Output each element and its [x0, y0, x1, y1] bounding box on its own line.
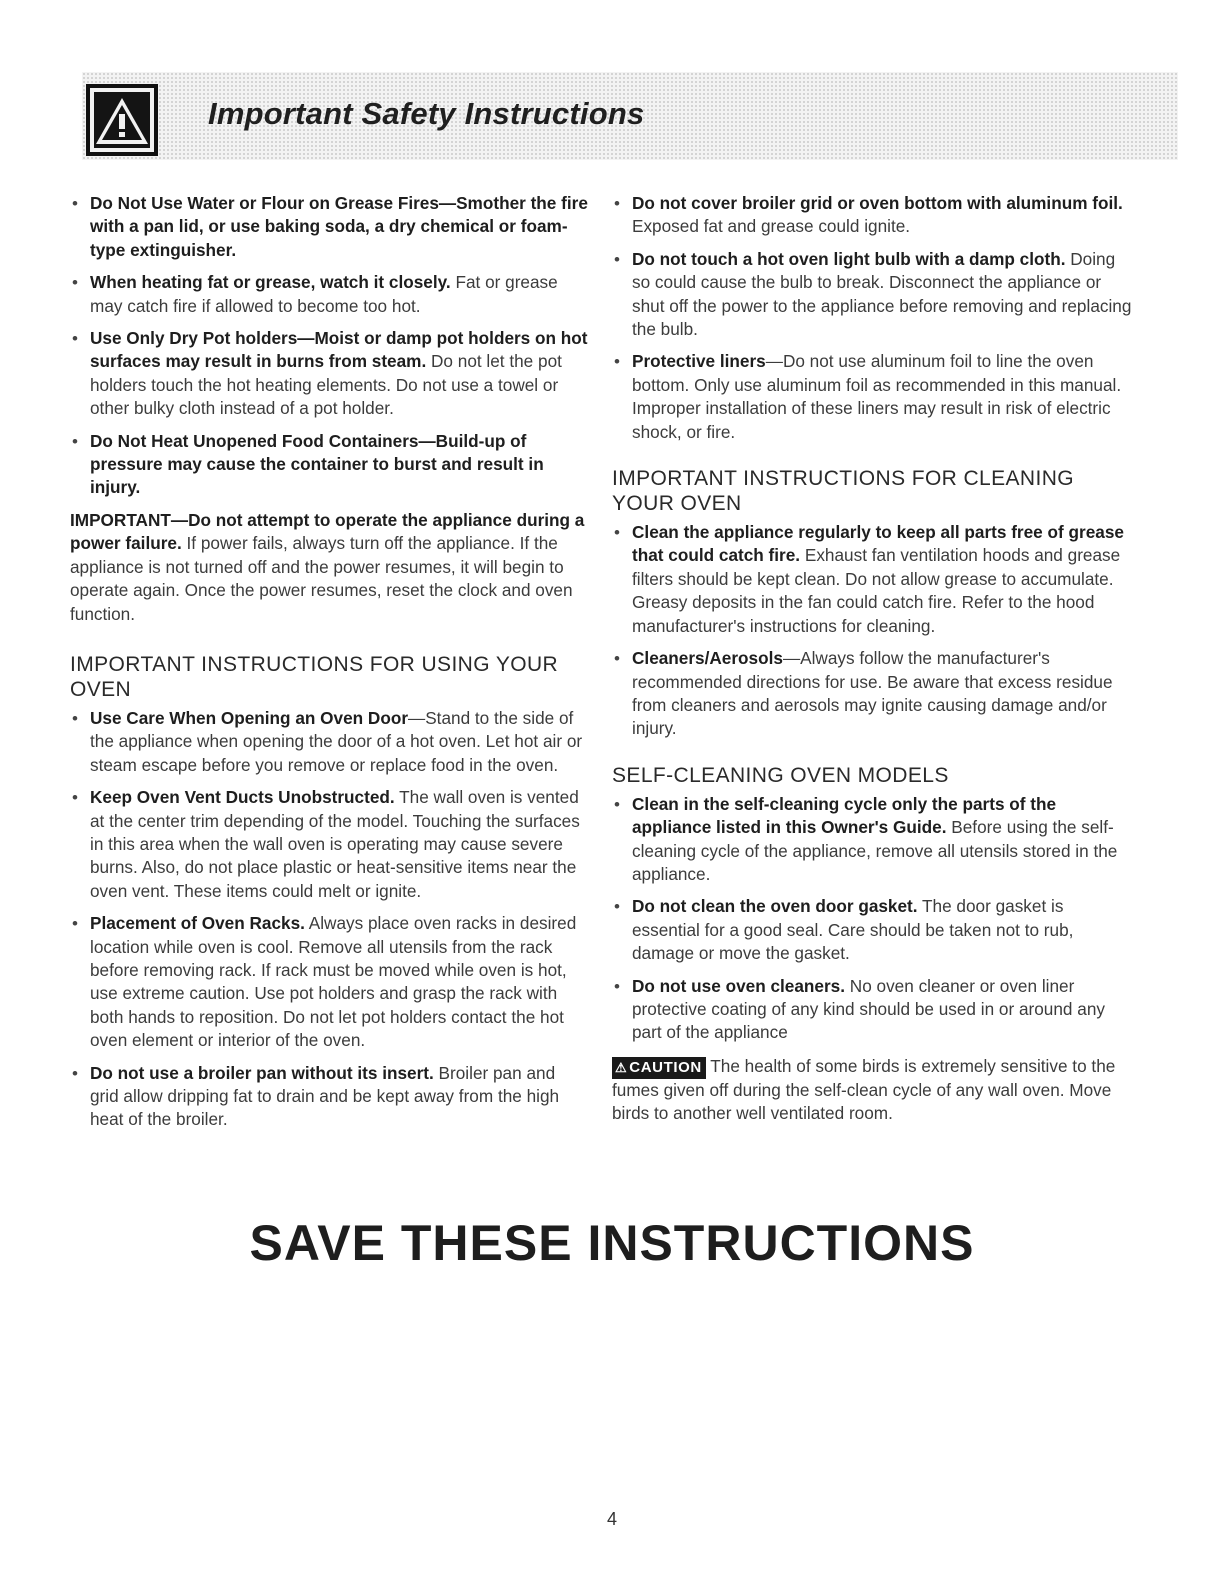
save-instructions-title: SAVE THESE INSTRUCTIONS: [249, 1215, 975, 1271]
right-column: [612, 192, 1132, 1126]
left-column: [70, 192, 588, 1141]
list-item: • Placement of Oven Racks. Always place oven racks in desired location while oven is cool. Remove all utensils from the rack before removing rack. If rack must be moved while oven is hot, use extreme caution. Use pot holders and grasp the rack with both hands to reposition. Do not let pot holders contact the hot oven element or interior of the oven.: [72, 913, 577, 1051]
item-bold: Do not cover broiler grid or oven bottom with aluminum foil.: [632, 193, 1123, 213]
list-item: • Do not use oven cleaners. No oven cleaner or oven liner protective coating of any kind should be used in or around any part of the appliance: [614, 975, 1105, 1043]
item-text: No oven cleaner or oven liner protective coating of any kind should be used in or around any part of the appliance: [632, 975, 1105, 1043]
item-text: The wall oven is vented at the center trim depending of the model. Touching the surfaces in this area when the wall oven is operating may cause severe burns. Also, do not place plastic or heat-sensitive items near the oven vent. These items could melt or ignite.: [90, 787, 580, 901]
item-text: Broiler pan and grid allow dripping fat to drain and be kept away from the high heat of the broiler.: [90, 1062, 560, 1130]
list-item: • Do Not Heat Unopened Food Containers—Build-up of pressure may cause the container to burst and result in injury.: [72, 430, 544, 498]
item-bold: Clean in the self-cleaning cycle only the parts of the appliance listed in this Owner's Guide.: [632, 793, 1057, 838]
list-item: • Do not touch a hot oven light bulb with a damp cloth. Doing so could cause the bulb to break. Disconnect the appliance or shut off the power to the appliance before removing and replacing the bulb.: [614, 248, 1132, 340]
item-bold: Use Care When Opening an Oven Door: [90, 707, 409, 728]
item-text: Doing so could cause the bulb to break. Disconnect the appliance or shut off the power to the appliance before removing and replacing the bulb.: [632, 248, 1132, 340]
section-heading-cleaning: IMPORTANT INSTRUCTIONS FOR CLEANING YOUR OVEN: [612, 467, 1075, 516]
list-item: • When heating fat or grease, watch it closely. Fat or grease may catch fire if allowed to become too hot.: [72, 272, 558, 316]
section-heading-using: IMPORTANT INSTRUCTIONS FOR USING YOUR OVEN: [70, 652, 559, 701]
item-bold: Cleaners/Aerosols: [632, 648, 783, 669]
page-title: Important Safety Instructions: [208, 96, 645, 131]
item-text: —Do not use aluminum foil to line the oven bottom. Only use aluminum foil as recommended in this manual. Improper installation of these liners may result in risk of electric shock, or fire.: [632, 351, 1122, 442]
page-number: 4: [606, 1509, 617, 1529]
item-text: —Stand to the side of the appliance when opening the door of a hot oven. Let hot air or steam escape before you remove or replace food in the oven.: [90, 707, 583, 775]
item-bold: Use Only Dry Pot holders—Moist or damp pot holders on hot surfaces may result in burns from steam.: [90, 328, 588, 372]
list-item: • Protective liners—Do not use aluminum foil to line the oven bottom. Only use aluminum foil as recommended in this manual. Improper installation of these liners may result in risk of electric shock, or fire.: [614, 351, 1122, 442]
item-bold: Do not touch a hot oven light bulb with a damp cloth.: [632, 248, 1066, 269]
caution-triangle-icon: ⚠: [615, 1059, 628, 1075]
important-text: If power fails, always turn off the appliance. If the appliance is not turned off and the power resumes, it will begin to operate again. Once the power resumes, reset the clock and oven function.: [70, 533, 573, 624]
list-item: • Keep Oven Vent Ducts Unobstructed. The wall oven is vented at the center trim depending of the model. Touching the surfaces in this area when the wall oven is operating may cause severe burns. Also, do not place plastic or heat-sensitive items near the oven vent. These items could melt or ignite.: [72, 787, 580, 901]
item-text: Before using the self-cleaning cycle of the appliance, remove all utensils stored in the appliance.: [632, 817, 1118, 884]
important-paragraph: [70, 509, 588, 626]
item-text: Do not let the pot holders touch the hot heating elements. Do not use a towel or other bulky cloth instead of a pot holder.: [90, 351, 562, 419]
item-text: Exposed fat and grease could ignite.: [632, 216, 911, 237]
caution-label: CAUTION: [629, 1058, 702, 1076]
important-bold: IMPORTANT—Do not attempt to operate the appliance during a power failure.: [70, 509, 585, 554]
section-heading-self-cleaning: SELF-CLEANING OVEN MODELS: [612, 763, 949, 787]
caution-paragraph: [612, 1055, 1132, 1126]
warning-triangle-icon: [86, 84, 158, 156]
list-item: • Clean in the self-cleaning cycle only the parts of the appliance listed in this Owner's Guide. Before using the self-cleaning cycle of the appliance, remove all utensils stored in the appliance.: [614, 793, 1118, 884]
item-bold: Keep Oven Vent Ducts Unobstructed.: [90, 787, 395, 808]
item-bold: Do Not Use Water or Flour on Grease Fires—Smother the fire with a pan lid, or use baking soda, a dry chemical or foam-type extinguisher.: [90, 193, 588, 260]
list-item: • Use Care When Opening an Oven Door—Stand to the side of the appliance when opening the door of a hot oven. Let hot air or steam escape before you remove or replace food in the oven.: [72, 707, 583, 775]
item-text: —Always follow the manufacturer's recommended directions for use. Be aware that excess residue from cleaners and aerosols may ignite causing damage and/or injury.: [632, 648, 1113, 739]
list-item: • Cleaners/Aerosols—Always follow the manufacturer's recommended directions for use. Be aware that excess residue from cleaners and aerosols may ignite causing damage and/or injury.: [614, 648, 1113, 739]
item-text: Exhaust fan ventilation hoods and grease filters should be kept clean. Do not allow grease to accumulate. Greasy deposits in the fan could catch fire. Refer to the hood manufacturer's instructions for cleaning.: [632, 545, 1121, 636]
item-text: Fat or grease may catch fire if allowed to become too hot.: [90, 272, 558, 316]
item-bold: Placement of Oven Racks.: [90, 913, 305, 934]
item-bold: When heating fat or grease, watch it closely.: [90, 272, 451, 293]
item-bold: Protective liners: [632, 351, 766, 372]
list-item: • Do not clean the oven door gasket. The door gasket is essential for a good seal. Care should be taken not to rub, damage or move the gasket.: [614, 896, 1074, 964]
caution-text: The health of some birds is extremely sensitive to the fumes given off during the self-clean cycle of any wall oven. Move birds to another well ventilated room.: [612, 1055, 1116, 1124]
item-text: The door gasket is essential for a good seal. Care should be taken not to rub, damage or move the gasket.: [632, 896, 1074, 964]
item-text: Always place oven racks in desired location while oven is cool. Remove all utensils from the rack before removing rack. If rack must be moved while oven is hot, use extreme caution. Use pot holders and grasp the rack with both hands to reposition. Do not let pot holders contact the hot oven element or interior of the oven.: [90, 913, 577, 1051]
list-item: • Clean the appliance regularly to keep all parts free of grease that could catch fire. Exhaust fan ventilation hoods and grease filters should be kept clean. Do not allow grease to accumulate. Greasy deposits in the fan could catch fire. Refer to the hood manufacturer's instructions for cleaning.: [614, 522, 1124, 636]
item-bold: Do not clean the oven door gasket.: [632, 896, 918, 917]
item-bold: Do Not Heat Unopened Food Containers—Build-up of pressure may cause the container to burst and result in injury.: [90, 430, 544, 498]
list-item: • Do not cover broiler grid or oven bottom with aluminum foil. Exposed fat and grease could ignite.: [614, 193, 1123, 237]
caution-badge: [612, 1057, 706, 1079]
item-bold: Clean the appliance regularly to keep all parts free of grease that could catch fire.: [632, 522, 1124, 566]
list-item: • Do not use a broiler pan without its insert. Broiler pan and grid allow dripping fat to drain and be kept away from the high heat of the broiler.: [72, 1062, 560, 1130]
item-bold: Do not use a broiler pan without its insert.: [90, 1062, 434, 1083]
list-item: • Use Only Dry Pot holders—Moist or damp pot holders on hot surfaces may result in burns from steam. Do not let the pot holders touch the hot heating elements. Do not use a towel or other bulky cloth instead of a pot holder.: [72, 328, 588, 419]
list-item: • Do Not Use Water or Flour on Grease Fires—Smother the fire with a pan lid, or use baking soda, a dry chemical or foam-type extinguisher.: [72, 193, 588, 260]
item-bold: Do not use oven cleaners.: [632, 975, 845, 996]
